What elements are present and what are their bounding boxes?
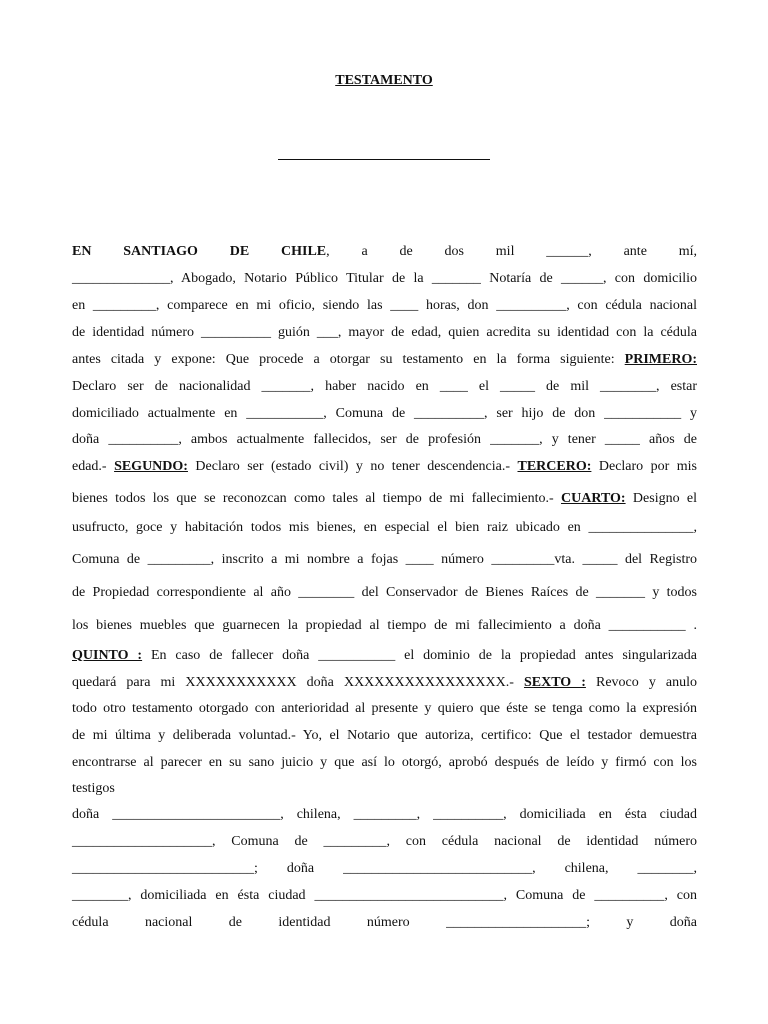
body-text: , a de dos mil ______, ante mí, [326, 244, 697, 259]
body-line [72, 754, 697, 772]
body-text: en _________, comparece en mi oficio, siendo las ____ horas, don __________, con cédula nacional [72, 298, 697, 313]
body-line [72, 490, 697, 508]
body-text: ____________________, Comuna de _________, con cédula nacional de identidad número [72, 834, 697, 849]
body-text: de mi última y deliberada voluntad.- Yo, el Notario que autoriza, certifico: Que el testador demuestra [72, 728, 697, 743]
body-text: Declaro ser de nacionalidad _______, haber nacido en ____ el _____ de mil ________, estar [72, 379, 697, 394]
body-line [72, 378, 697, 396]
body-line [72, 914, 697, 932]
body-line [72, 324, 697, 342]
body-text: cédula nacional de identidad número ____________________; y doña [72, 915, 697, 930]
body-text: Revoco y anulo [585, 675, 698, 690]
body-text: todo otro testamento otorgado con anterioridad al presente y quiero que éste se tenga como la expresión [72, 701, 697, 716]
body-line [72, 551, 697, 569]
body-line [72, 887, 697, 905]
body-text: Comuna de _________, inscrito a mi nombre a fojas ____ número _________vta. _____ del Registro [72, 552, 697, 567]
body-text: testigos [72, 781, 115, 796]
body-text: usufructo, goce y habitación todos mis bienes, en especial el bien raiz ubicado en _______________, [72, 520, 697, 535]
body-line [72, 297, 697, 315]
clause-heading: SEXTO : [523, 675, 586, 690]
body-line [72, 806, 697, 824]
body-line [72, 351, 697, 369]
body-text: Declaro por mis [591, 459, 697, 474]
body-line [72, 674, 697, 692]
body-text: Designo el [625, 491, 698, 506]
body-text: En caso de fallecer doña ___________ el dominio de la propiedad antes singularizada [142, 648, 697, 663]
body-line [72, 647, 697, 665]
body-text: de Propiedad correspondiente al año ________ del Conservador de Bienes Raíces de _______ y todos [72, 585, 697, 600]
body-line [72, 780, 697, 798]
body-text: antes citada y expone: Que procede a otorgar su testamento en la forma siguiente: [72, 352, 625, 367]
body-text: ______________, Abogado, Notario Público Titular de la _______ Notaría de ______, con domicilio [72, 271, 697, 286]
body-line [72, 458, 697, 476]
body-text: Declaro ser (estado civil) y no tener descendencia.- [187, 459, 518, 474]
title-separator-line [278, 159, 490, 160]
body-line [72, 727, 697, 745]
body-text: ________, domiciliada en ésta ciudad ___________________________, Comuna de __________, con [72, 888, 697, 903]
body-line [72, 431, 697, 449]
body-line [72, 860, 697, 878]
body-line [72, 833, 697, 851]
body-line [72, 243, 697, 261]
body-line [72, 405, 697, 423]
clause-heading: CUARTO: [561, 491, 626, 506]
body-text: encontrarse al parecer en su sano juicio y que así lo otorgó, aprobó después de leído y firmó con los [72, 755, 697, 770]
body-text: domiciliado actualmente en ___________, Comuna de __________, ser hijo de don ___________ y [72, 406, 697, 421]
body-line [72, 519, 697, 537]
bold-text: EN SANTIAGO DE CHILE [72, 244, 327, 259]
clause-heading: PRIMERO: [624, 352, 697, 367]
clause-heading: TERCERO: [517, 459, 592, 474]
body-line [72, 700, 697, 718]
body-text: doña __________, ambos actualmente fallecidos, ser de profesión _______, y tener _____ años de [72, 432, 697, 447]
body-text: edad.- [72, 459, 115, 474]
clause-heading: QUINTO : [72, 648, 143, 663]
body-text: quedará para mi XXXXXXXXXXX doña XXXXXXXXXXXXXXXX.- [72, 675, 524, 690]
body-line [72, 584, 697, 602]
body-text: los bienes muebles que guarnecen la propiedad al tiempo de mi fallecimiento a doña ___________ . [72, 618, 697, 633]
body-line [72, 617, 697, 635]
body-text: bienes todos los que se reconozcan como tales al tiempo de mi fallecimiento.- [72, 491, 561, 506]
body-text: __________________________; doña ___________________________, chilena, ________, [72, 861, 697, 876]
clause-heading: SEGUNDO: [114, 459, 188, 474]
body-line [72, 270, 697, 288]
body-text: doña ________________________, chilena, _________, __________, domiciliada en ésta ciudad [72, 807, 697, 822]
body-text: de identidad número __________ guión ___, mayor de edad, quien acredita su identidad con la cédula [72, 325, 697, 340]
document-title: TESTAMENTO [335, 73, 433, 88]
